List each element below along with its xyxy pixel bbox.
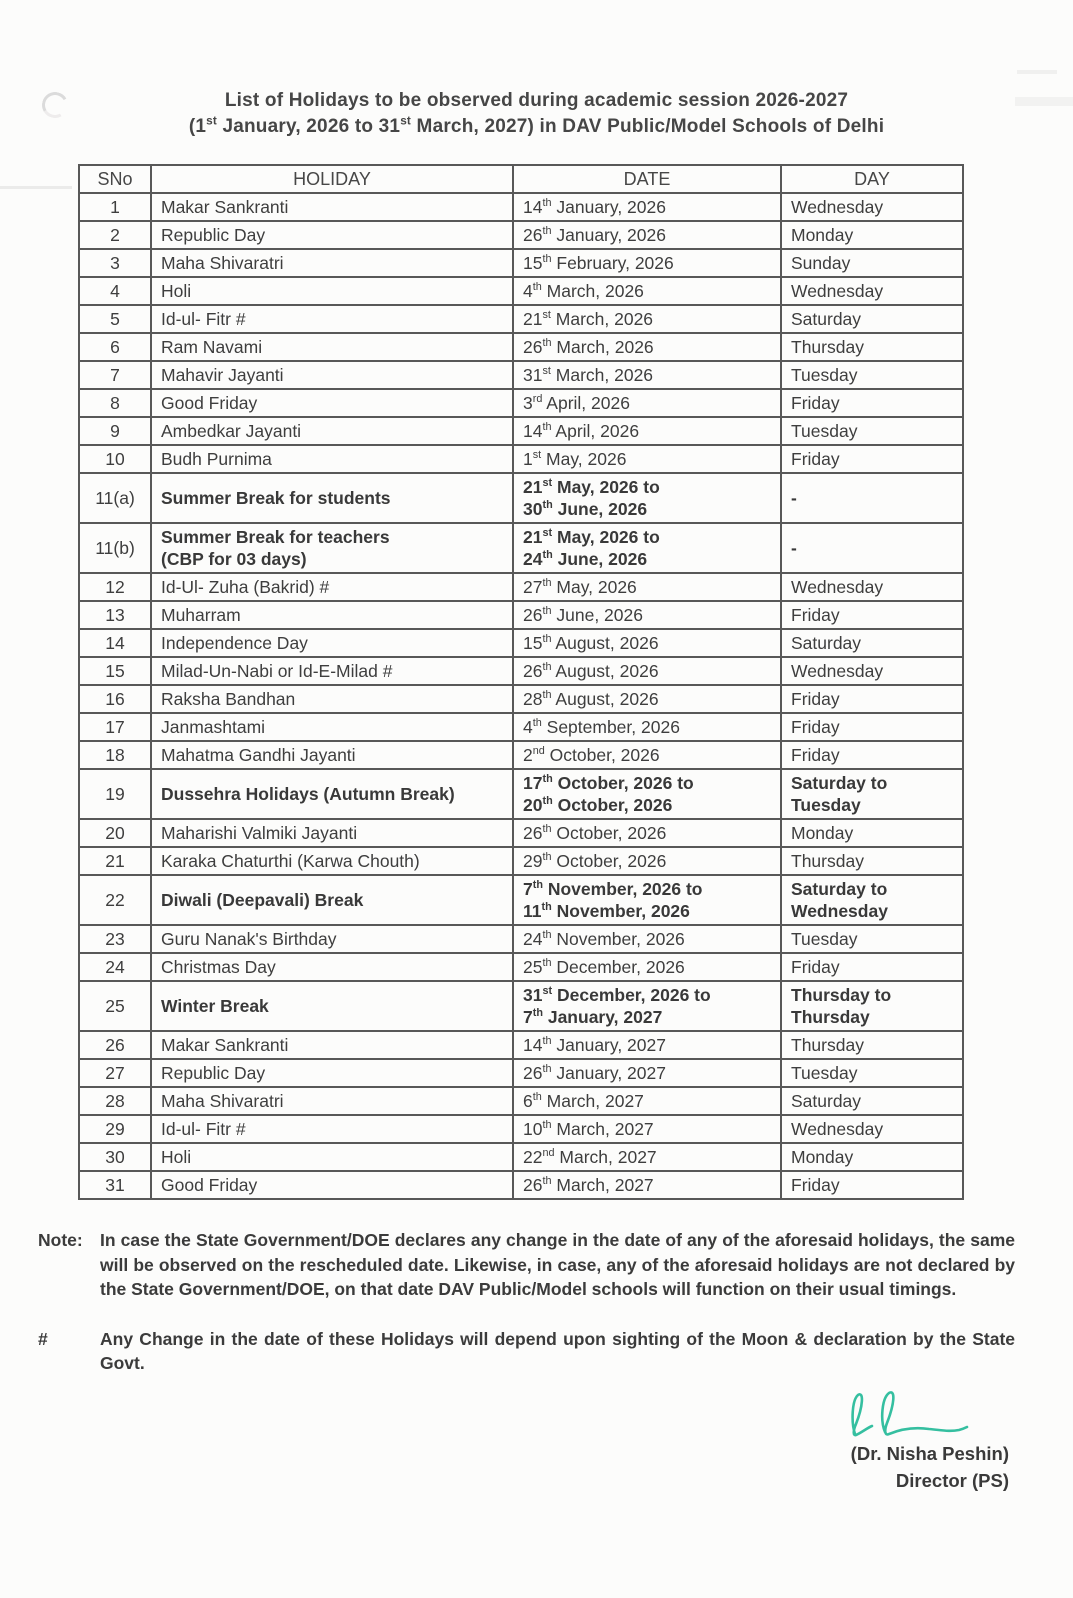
date-cell: 15th February, 2026 [513, 249, 781, 277]
table-row [79, 657, 963, 685]
sno-cell: 26 [79, 1031, 151, 1059]
date-cell: 27th May, 2026 [513, 573, 781, 601]
sno-cell: 11(b) [79, 523, 151, 573]
holiday-cell: Holi [151, 1143, 513, 1171]
table-row [79, 1087, 963, 1115]
signature-block [0, 1386, 1073, 1494]
holiday-cell: Id-ul- Fitr # [151, 305, 513, 333]
table-row [79, 305, 963, 333]
day-cell: Friday [781, 445, 963, 473]
table-row [79, 953, 963, 981]
table-row [79, 417, 963, 445]
table-row [79, 221, 963, 249]
day-cell: Thursday [781, 333, 963, 361]
holiday-cell: Good Friday [151, 389, 513, 417]
table-row [79, 1143, 963, 1171]
date-cell: 4th September, 2026 [513, 713, 781, 741]
holiday-cell: Winter Break [151, 981, 513, 1031]
table-row [79, 925, 963, 953]
date-cell: 17th October, 2026 to 20th October, 2026 [513, 769, 781, 819]
table-row [79, 875, 963, 925]
table-row [79, 601, 963, 629]
sno-cell: 21 [79, 847, 151, 875]
holiday-cell: Republic Day [151, 221, 513, 249]
holiday-cell: Budh Purnima [151, 445, 513, 473]
table-row [79, 1059, 963, 1087]
table-row [79, 1171, 963, 1199]
header-date: DATE [513, 165, 781, 193]
holiday-cell: Milad-Un-Nabi or Id-E-Milad # [151, 657, 513, 685]
table-row [79, 249, 963, 277]
sno-cell: 31 [79, 1171, 151, 1199]
date-cell: 22nd March, 2027 [513, 1143, 781, 1171]
date-cell: 15th August, 2026 [513, 629, 781, 657]
sno-cell: 20 [79, 819, 151, 847]
sno-cell: 2 [79, 221, 151, 249]
note-text: In case the State Government/DOE declares any change in the date of any of the aforesaid holidays, the same will be observed on the rescheduled date. Likewise, in case, any of the aforesaid holidays are not declared by the State Government/DOE, on that date DAV Public/Model schools will function on their usual timings. [100, 1230, 1015, 1299]
date-cell: 3rd April, 2026 [513, 389, 781, 417]
sno-cell: 10 [79, 445, 151, 473]
date-cell: 10th March, 2027 [513, 1115, 781, 1143]
hash-note-text: Any Change in the date of these Holidays will depend upon sighting of the Moon & declaration by the State Govt. [100, 1328, 1015, 1373]
note-block [38, 1228, 1015, 1302]
day-cell: Wednesday [781, 573, 963, 601]
day-cell: Friday [781, 953, 963, 981]
sno-cell: 17 [79, 713, 151, 741]
sno-cell: 4 [79, 277, 151, 305]
header-holiday: HOLIDAY [151, 165, 513, 193]
date-cell: 26th August, 2026 [513, 657, 781, 685]
sno-cell: 12 [79, 573, 151, 601]
sno-cell: 18 [79, 741, 151, 769]
sno-cell: 25 [79, 981, 151, 1031]
date-cell: 29th October, 2026 [513, 847, 781, 875]
holiday-table-body [79, 193, 963, 1199]
day-cell: Friday [781, 389, 963, 417]
day-cell: Saturday [781, 1087, 963, 1115]
signature-stroke [853, 1392, 967, 1435]
date-cell: 26th October, 2026 [513, 819, 781, 847]
day-cell: Monday [781, 819, 963, 847]
sno-cell: 14 [79, 629, 151, 657]
holiday-cell: Ram Navami [151, 333, 513, 361]
document-title-line2: (1st January, 2026 to 31st March, 2027) in DAV Public/Model Schools of Delhi [188, 114, 885, 137]
hash-note-block [38, 1327, 1015, 1376]
day-cell: Saturday [781, 305, 963, 333]
sno-cell: 5 [79, 305, 151, 333]
date-cell: 1st May, 2026 [513, 445, 781, 473]
date-cell: 31st March, 2026 [513, 361, 781, 389]
note-label: Note: [38, 1230, 83, 1250]
date-cell: 14th January, 2026 [513, 193, 781, 221]
date-cell: 21st March, 2026 [513, 305, 781, 333]
holiday-cell: Summer Break for students [151, 473, 513, 523]
date-cell: 28th August, 2026 [513, 685, 781, 713]
holiday-cell: Republic Day [151, 1059, 513, 1087]
holiday-cell: Mahatma Gandhi Jayanti [151, 741, 513, 769]
sno-cell: 24 [79, 953, 151, 981]
sno-cell: 16 [79, 685, 151, 713]
day-cell: Saturday [781, 629, 963, 657]
date-cell: 2nd October, 2026 [513, 741, 781, 769]
table-row [79, 741, 963, 769]
day-cell: Wednesday [781, 657, 963, 685]
date-cell: 21st May, 2026 to 24th June, 2026 [513, 523, 781, 573]
sno-cell: 30 [79, 1143, 151, 1171]
date-cell: 14th April, 2026 [513, 417, 781, 445]
day-cell: Sunday [781, 249, 963, 277]
notes-section [38, 1228, 1015, 1376]
holiday-cell: Diwali (Deepavali) Break [151, 875, 513, 925]
day-cell: Thursday [781, 847, 963, 875]
handwritten-signature-icon [841, 1386, 981, 1444]
sno-cell: 8 [79, 389, 151, 417]
day-cell: Tuesday [781, 417, 963, 445]
signatory-name: (Dr. Nisha Peshin) [850, 1442, 1009, 1464]
day-cell: Wednesday [781, 1115, 963, 1143]
date-cell: 6th March, 2027 [513, 1087, 781, 1115]
date-cell: 26th June, 2026 [513, 601, 781, 629]
table-row [79, 769, 963, 819]
holiday-cell: Summer Break for teachers (CBP for 03 days) [151, 523, 513, 573]
date-cell: 25th December, 2026 [513, 953, 781, 981]
date-cell: 7th November, 2026 to 11th November, 2026 [513, 875, 781, 925]
holiday-cell: Good Friday [151, 1171, 513, 1199]
holiday-cell: Holi [151, 277, 513, 305]
sno-cell: 29 [79, 1115, 151, 1143]
date-cell: 14th January, 2027 [513, 1031, 781, 1059]
holiday-cell: Dussehra Holidays (Autumn Break) [151, 769, 513, 819]
holiday-cell: Id-ul- Fitr # [151, 1115, 513, 1143]
day-cell: Saturday to Tuesday [781, 769, 963, 819]
day-cell: Thursday to Thursday [781, 981, 963, 1031]
day-cell: Friday [781, 713, 963, 741]
date-cell: 31st December, 2026 to 7th January, 2027 [513, 981, 781, 1031]
date-cell: 21st May, 2026 to 30th June, 2026 [513, 473, 781, 523]
holiday-cell: Maha Shivaratri [151, 249, 513, 277]
sno-cell: 9 [79, 417, 151, 445]
holiday-cell: Raksha Bandhan [151, 685, 513, 713]
day-cell: Thursday [781, 1031, 963, 1059]
day-cell: Tuesday [781, 925, 963, 953]
holiday-table [78, 164, 964, 1200]
sno-cell: 3 [79, 249, 151, 277]
day-cell: - [781, 473, 963, 523]
table-row [79, 333, 963, 361]
table-header-row [79, 165, 963, 193]
table-row [79, 1031, 963, 1059]
day-cell: Monday [781, 221, 963, 249]
scan-streak [0, 186, 72, 189]
day-cell: Wednesday [781, 193, 963, 221]
table-row [79, 847, 963, 875]
date-cell: 26th January, 2026 [513, 221, 781, 249]
day-cell: Monday [781, 1143, 963, 1171]
table-row [79, 389, 963, 417]
date-cell: 26th March, 2026 [513, 333, 781, 361]
date-cell: 26th March, 2027 [513, 1171, 781, 1199]
holiday-cell: Ambedkar Jayanti [151, 417, 513, 445]
sno-cell: 23 [79, 925, 151, 953]
holiday-cell: Janmashtami [151, 713, 513, 741]
scan-streak [1015, 97, 1073, 106]
table-row [79, 1115, 963, 1143]
scan-streak [1017, 70, 1057, 74]
sno-cell: 7 [79, 361, 151, 389]
day-cell: Saturday to Wednesday [781, 875, 963, 925]
table-row [79, 445, 963, 473]
holiday-cell: Mahavir Jayanti [151, 361, 513, 389]
table-row [79, 685, 963, 713]
header-sno: SNo [79, 165, 151, 193]
sno-cell: 11(a) [79, 473, 151, 523]
table-row [79, 193, 963, 221]
day-cell: Friday [781, 1171, 963, 1199]
holiday-cell: Muharram [151, 601, 513, 629]
holiday-cell: Id-Ul- Zuha (Bakrid) # [151, 573, 513, 601]
day-cell: Wednesday [781, 277, 963, 305]
date-cell: 24th November, 2026 [513, 925, 781, 953]
day-cell: - [781, 523, 963, 573]
table-row [79, 981, 963, 1031]
hash-note-label: # [38, 1328, 48, 1349]
holiday-cell: Maha Shivaratri [151, 1087, 513, 1115]
table-row [79, 361, 963, 389]
holiday-cell: Karaka Chaturthi (Karwa Chouth) [151, 847, 513, 875]
sno-cell: 22 [79, 875, 151, 925]
holiday-cell: Maharishi Valmiki Jayanti [151, 819, 513, 847]
day-cell: Tuesday [781, 361, 963, 389]
date-cell: 4th March, 2026 [513, 277, 781, 305]
sno-cell: 1 [79, 193, 151, 221]
table-row [79, 573, 963, 601]
day-cell: Friday [781, 601, 963, 629]
table-row [79, 713, 963, 741]
table-row [79, 277, 963, 305]
table-row [79, 629, 963, 657]
day-cell: Tuesday [781, 1059, 963, 1087]
table-row [79, 523, 963, 573]
holiday-cell: Makar Sankranti [151, 1031, 513, 1059]
holiday-cell: Christmas Day [151, 953, 513, 981]
table-row [79, 819, 963, 847]
sno-cell: 28 [79, 1087, 151, 1115]
holiday-cell: Makar Sankranti [151, 193, 513, 221]
sno-cell: 13 [79, 601, 151, 629]
holiday-cell: Guru Nanak's Birthday [151, 925, 513, 953]
signatory-designation: Director (PS) [895, 1469, 1009, 1491]
header-day: DAY [781, 165, 963, 193]
date-cell: 26th January, 2027 [513, 1059, 781, 1087]
sno-cell: 19 [79, 769, 151, 819]
document-title [0, 0, 1073, 140]
table-row [79, 473, 963, 523]
sno-cell: 6 [79, 333, 151, 361]
day-cell: Friday [781, 741, 963, 769]
sno-cell: 27 [79, 1059, 151, 1087]
document-title-line1: List of Holidays to be observed during academic session 2026-2027 [224, 90, 849, 111]
sno-cell: 15 [79, 657, 151, 685]
holiday-cell: Independence Day [151, 629, 513, 657]
day-cell: Friday [781, 685, 963, 713]
